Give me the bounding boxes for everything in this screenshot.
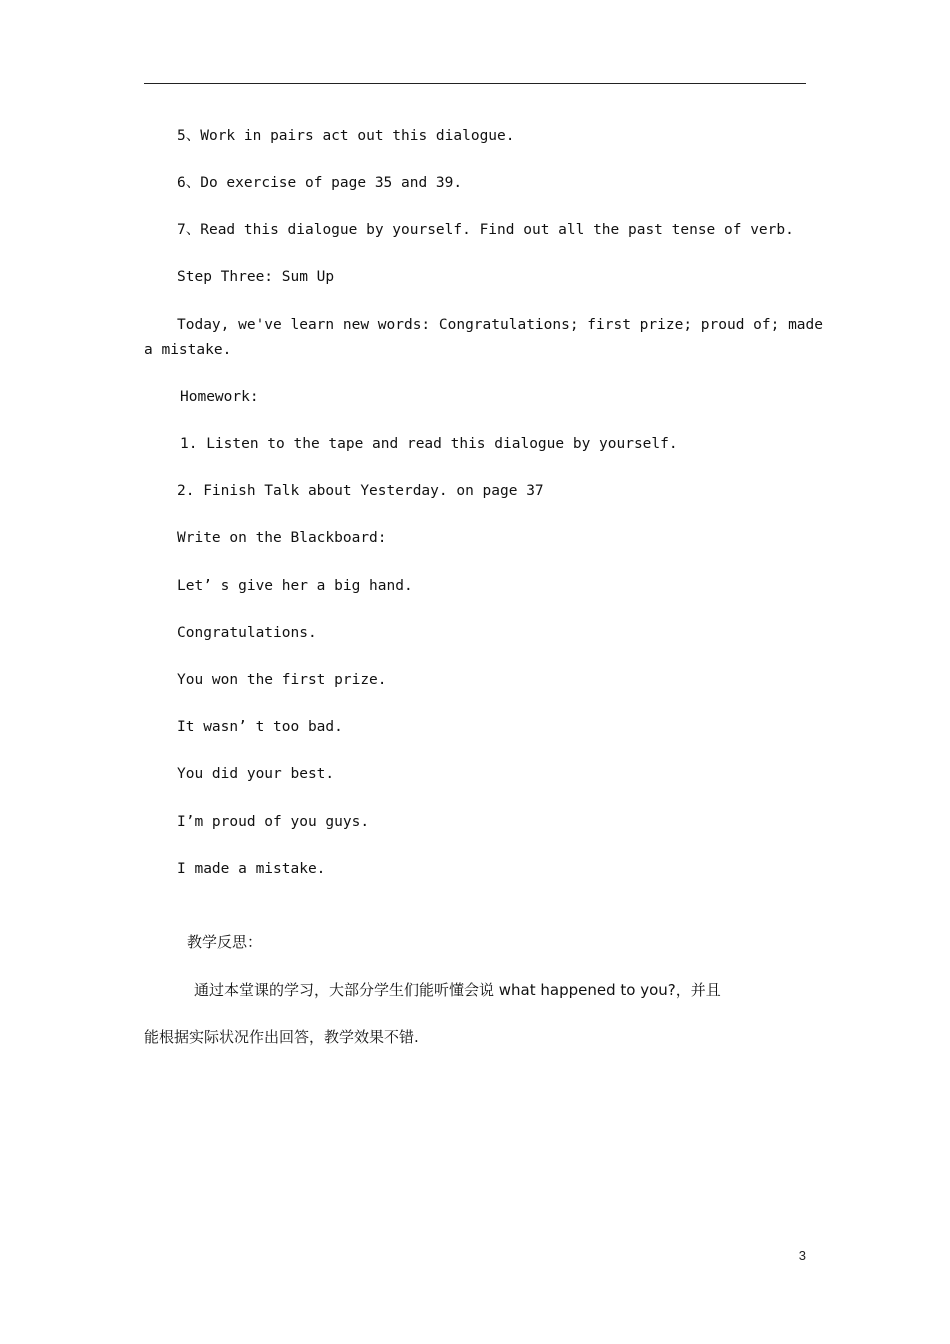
step-7: 7、Read this dialogue by yourself. Find out all the past tense of verb. — [177, 222, 794, 238]
step-6: 6、Do exercise of page 35 and 39. — [177, 175, 463, 191]
summary-line-1: Today, we've learn new words: Congratulations; first prize; proud of; made — [177, 317, 824, 333]
blackboard-line: Congratulations. — [177, 625, 317, 641]
homework-heading: Homework: — [180, 389, 259, 405]
blackboard-line: I made a mistake. — [177, 861, 326, 877]
blackboard-line: Let’ s give her a big hand. — [177, 578, 413, 594]
summary-line-2: a mistake. — [144, 342, 232, 358]
blackboard-line: I’m proud of you guys. — [177, 814, 370, 830]
reflection-heading: 教学反思： — [187, 933, 263, 951]
homework-item-2: 2. Finish Talk about Yesterday. on page 37 — [177, 483, 544, 499]
blackboard-heading: Write on the Blackboard: — [177, 530, 387, 546]
page-number: 3 — [798, 1248, 806, 1263]
header-rule — [144, 83, 806, 84]
blackboard-line: You won the first prize. — [177, 672, 387, 688]
blackboard-line: It wasn’ t too bad. — [177, 719, 343, 735]
blackboard-line: You did your best. — [177, 766, 335, 782]
reflection-line-2: 能根据实际状况作出回答，教学效果不错. — [144, 1028, 419, 1046]
sum-up-heading: Step Three: Sum Up — [177, 269, 335, 285]
reflection-line-1: 通过本堂课的学习，大部分学生们能听懂会说 what happened to you?，并且 — [194, 981, 721, 999]
step-5: 5、Work in pairs act out this dialogue. — [177, 128, 515, 144]
homework-item-1: 1. Listen to the tape and read this dialogue by yourself. — [180, 436, 678, 452]
